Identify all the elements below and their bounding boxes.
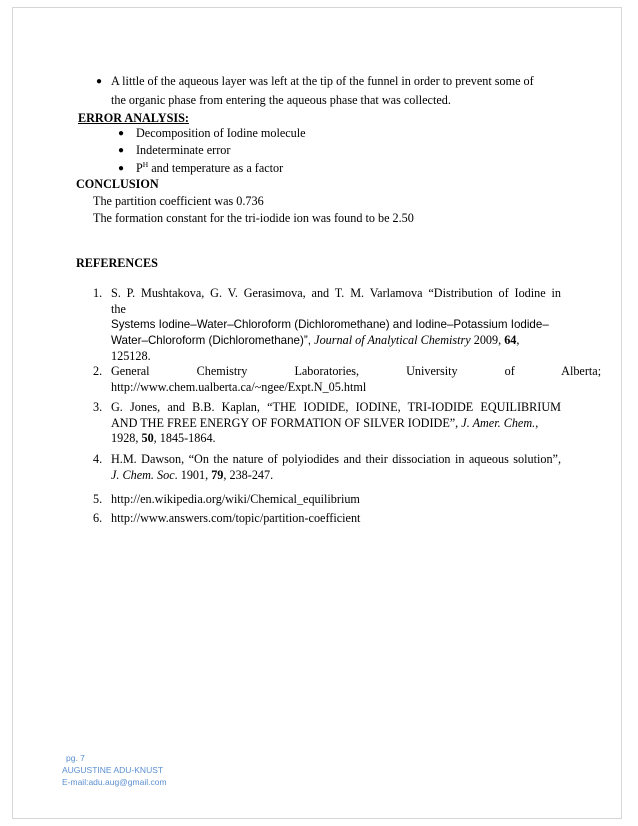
reference-line: AND THE FREE ENERGY OF FORMATION OF SILVER IODIDE”, J. Amer. Chem., [111, 415, 539, 430]
reference-number: 2. [93, 364, 103, 378]
conclusion-heading: CONCLUSION [76, 177, 159, 191]
reference-line: H.M. Dawson, “On the nature of polyiodides and their dissociation in aqueous solution”, [111, 452, 561, 466]
reference-line: G. Jones, and B.B. Kaplan, “THE IODIDE, IODINE, TRI-IODIDE EQUILIBRIUM [111, 400, 561, 414]
reference-line: Water–Chloroform (Dichloromethane)”, Journal of Analytical Chemistry 2009, 64, [111, 333, 520, 348]
reference-number: 5. [93, 492, 103, 506]
reference-line: the [111, 301, 126, 316]
bullet-marker: ● [96, 76, 103, 87]
bullet-marker: ● [118, 128, 125, 139]
bullet-marker: ● [118, 163, 125, 174]
reference-link[interactable]: http://www.answers.com/topic/partition-coefficient [111, 511, 361, 525]
conclusion-line: The formation constant for the tri-iodide ion was found to be 2.50 [93, 211, 414, 225]
reference-line: J. Chem. Soc. 1901, 79, 238-247. [111, 467, 274, 482]
error-item-ph: $P^H$ and temperature as a factor [136, 160, 284, 175]
reference-number: 4. [93, 452, 103, 466]
conclusion-line: The partition coefficient was 0.736 [93, 194, 264, 208]
reference-3 [111, 400, 561, 447]
reference-number: 1. [93, 286, 103, 300]
reference-line: Systems Iodine–Water–Chloroform (Dichloromethane) and Iodine–Potassium Iodide– [111, 318, 549, 332]
error-item: Decomposition of Iodine molecule [136, 126, 306, 140]
reference-line: S. P. Mushtakova, G. V. Gerasimova, and T. M. Varlamova “Distribution of Iodine in [111, 286, 561, 300]
reference-link[interactable]: http://www.chem.ualberta.ca/~ngee/Expt.N_05.html [111, 379, 367, 394]
references-heading: REFERENCES [76, 256, 158, 270]
reference-1 [111, 286, 561, 365]
reference-line: General Chemistry Laboratories, University of Alberta; [111, 364, 602, 378]
error-analysis-heading: ERROR ANALYSIS: [78, 111, 189, 125]
reference-line: 1928, 50, 1845-1864. [111, 431, 216, 446]
bullet-text-line: the organic phase from entering the aqueous phase that was collected. [111, 93, 451, 107]
reference-link[interactable]: http://en.wikipedia.org/wiki/Chemical_equilibrium [111, 492, 360, 506]
bullet-marker: ● [118, 145, 125, 156]
footer-page-number: pg. 7 [66, 753, 85, 763]
reference-number: 3. [93, 400, 103, 414]
error-item: Indeterminate error [136, 143, 231, 157]
footer-email: E-mail:adu.aug@gmail.com [62, 777, 167, 787]
reference-4 [111, 452, 561, 483]
bullet-text-line: A little of the aqueous layer was left at the tip of the funnel in order to prevent some of [111, 74, 534, 88]
reference-line: 125128. [111, 348, 151, 363]
reference-2 [111, 364, 602, 395]
footer-author: AUGUSTINE ADU-KNUST [62, 765, 164, 775]
reference-number: 6. [93, 511, 103, 525]
